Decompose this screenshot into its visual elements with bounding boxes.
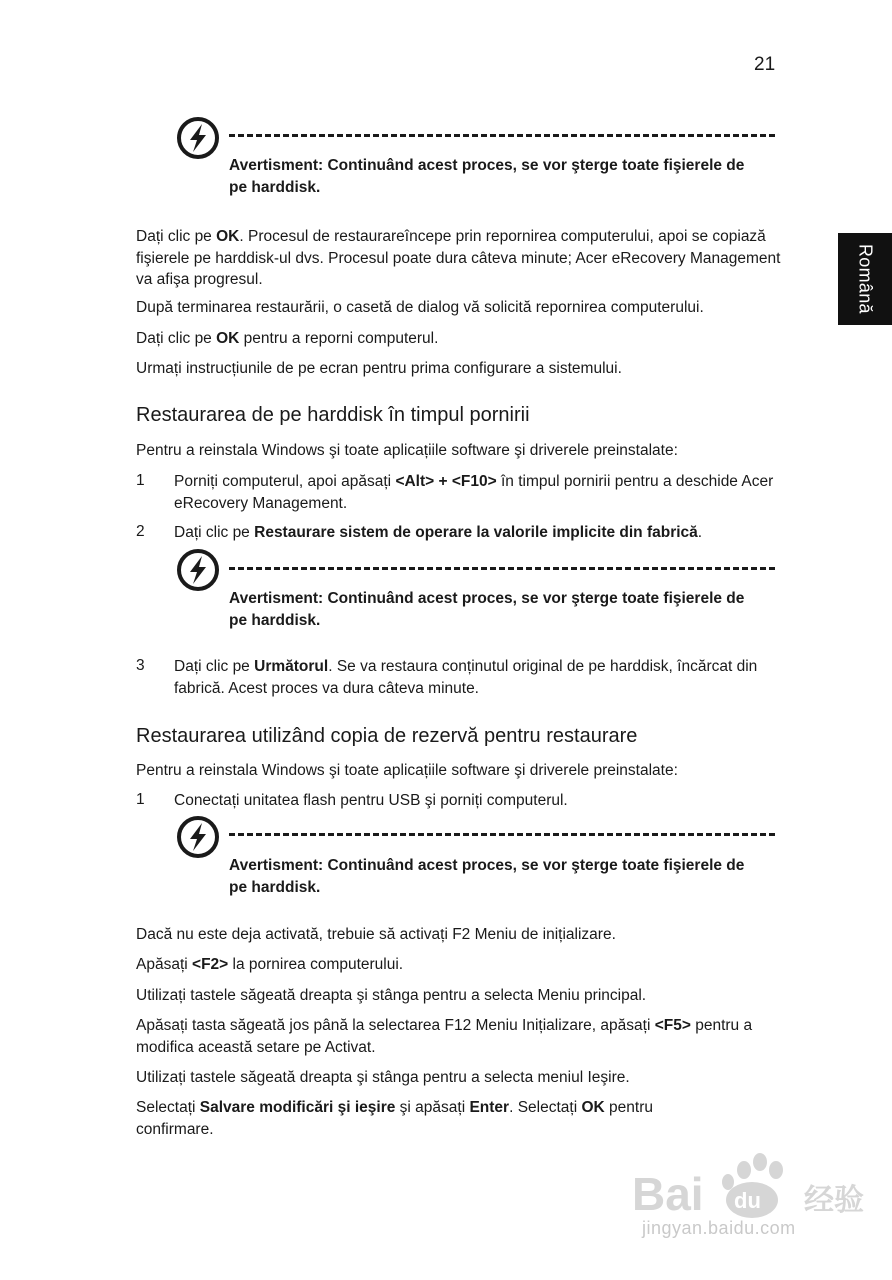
warning-divider [229,833,775,836]
warning-text: Avertisment: Continuând acest proces, se vor şterge toate fişierele de pe harddisk. [229,157,745,196]
key-text: <Alt> + <F10> [395,473,497,490]
step-number: 1 [136,791,145,808]
svg-text:Bai: Bai [632,1168,704,1220]
watermark-url: jingyan.baidu.com [642,1218,796,1238]
paragraph: Pentru a reinstala Windows şi toate aplicațiile software şi driverele preinstalate: [136,762,678,779]
paragraph [136,226,786,291]
text: Apăsați [136,956,193,973]
text: . Selectați [509,1099,582,1116]
text: . [697,524,703,541]
text: în timpul pornirii pentru a deschide Acer eRecovery Management. [174,473,774,512]
warning-text: Avertisment: Continuând acest proces, se vor şterge toate fişierele de pe harddisk. [229,857,745,896]
step-text [174,522,814,544]
paragraph [136,1097,726,1140]
text: Apăsați tasta săgeată jos până la selectarea F12 Meniu Inițializare, apăsați [136,1017,655,1034]
language-tab: Română [838,233,892,325]
text: pentru a reporni computerul. [239,330,439,347]
key-text: <F5> [654,1017,691,1034]
bold-text: Salvare modificări şi ieşire [199,1099,396,1116]
section-heading: Restaurarea de pe harddisk în timpul pornirii [136,404,530,426]
text: . Procesul de restaurareîncepe prin repornirea computerului, apoi se copiază fişierele pe harddisk-ul dvs. Procesul poate dura câteva minute; Acer eRecovery Management va afişa progresul. [136,228,781,288]
text: Selectați [136,1099,200,1116]
paragraph: Pentru a reinstala Windows şi toate aplicațiile software şi driverele preinstalate: [136,442,678,459]
step-number: 3 [136,657,145,674]
page-number: 21 [754,54,776,75]
bold-text: Enter [469,1099,510,1116]
warning-lightning-icon [176,815,220,859]
step-text: Conectați unitatea flash pentru USB şi porniți computerul. [174,792,568,809]
text: Dați clic pe [174,524,255,541]
warning-divider [229,567,775,570]
step-number: 1 [136,472,145,489]
svg-text:du: du [734,1188,761,1213]
text: pentru confirmare. [136,1099,653,1138]
warning-lightning-icon [176,116,220,160]
step-number: 2 [136,523,145,540]
text: şi apăsați [395,1099,470,1116]
paragraph: După terminarea restaurării, o casetă de dialog vă solicită repornirea computerului. [136,299,704,316]
text: . Se va restaura conținutul original de pe harddisk, încărcat din fabrică. Acest proces va dura câteva minute. [174,658,758,697]
step-text [174,656,784,699]
text: pentru a modifica această setare pe Activat. [136,1017,753,1056]
svg-text:经验: 经验 [804,1183,864,1218]
text: Dați clic pe [136,330,217,347]
warning-text: Avertisment: Continuând acest proces, se vor şterge toate fişierele de pe harddisk. [229,590,745,629]
bold-text: OK [216,330,240,347]
text: la pornirea computerului. [228,956,404,973]
warning-divider [229,134,775,137]
paragraph: Utilizați tastele săgeată dreapta şi stânga pentru a selecta Meniu principal. [136,987,647,1004]
paragraph [136,328,786,350]
text: Porniți computerul, apoi apăsați [174,473,396,490]
key-text: <F2> [192,956,229,973]
bold-text: OK [216,228,240,245]
bold-text: Următorul [254,658,329,675]
text: Dați clic pe [136,228,217,245]
paragraph: Utilizați tastele săgeată dreapta şi stânga pentru a selecta meniul Ieşire. [136,1069,630,1086]
paragraph [136,1015,761,1058]
paragraph [136,954,786,976]
bold-text: OK [581,1099,605,1116]
text: Dați clic pe [174,658,255,675]
step-text [174,471,784,514]
paragraph: Dacă nu este deja activată, trebuie să activați F2 Meniu de inițializare. [136,926,616,943]
bold-text: Restaurare sistem de operare la valorile implicite din fabrică [254,524,698,541]
warning-lightning-icon [176,548,220,592]
section-heading: Restaurarea utilizând copia de rezervă pentru restaurare [136,725,638,747]
paragraph: Urmați instrucțiunile de pe ecran pentru prima configurare a sistemului. [136,360,622,377]
